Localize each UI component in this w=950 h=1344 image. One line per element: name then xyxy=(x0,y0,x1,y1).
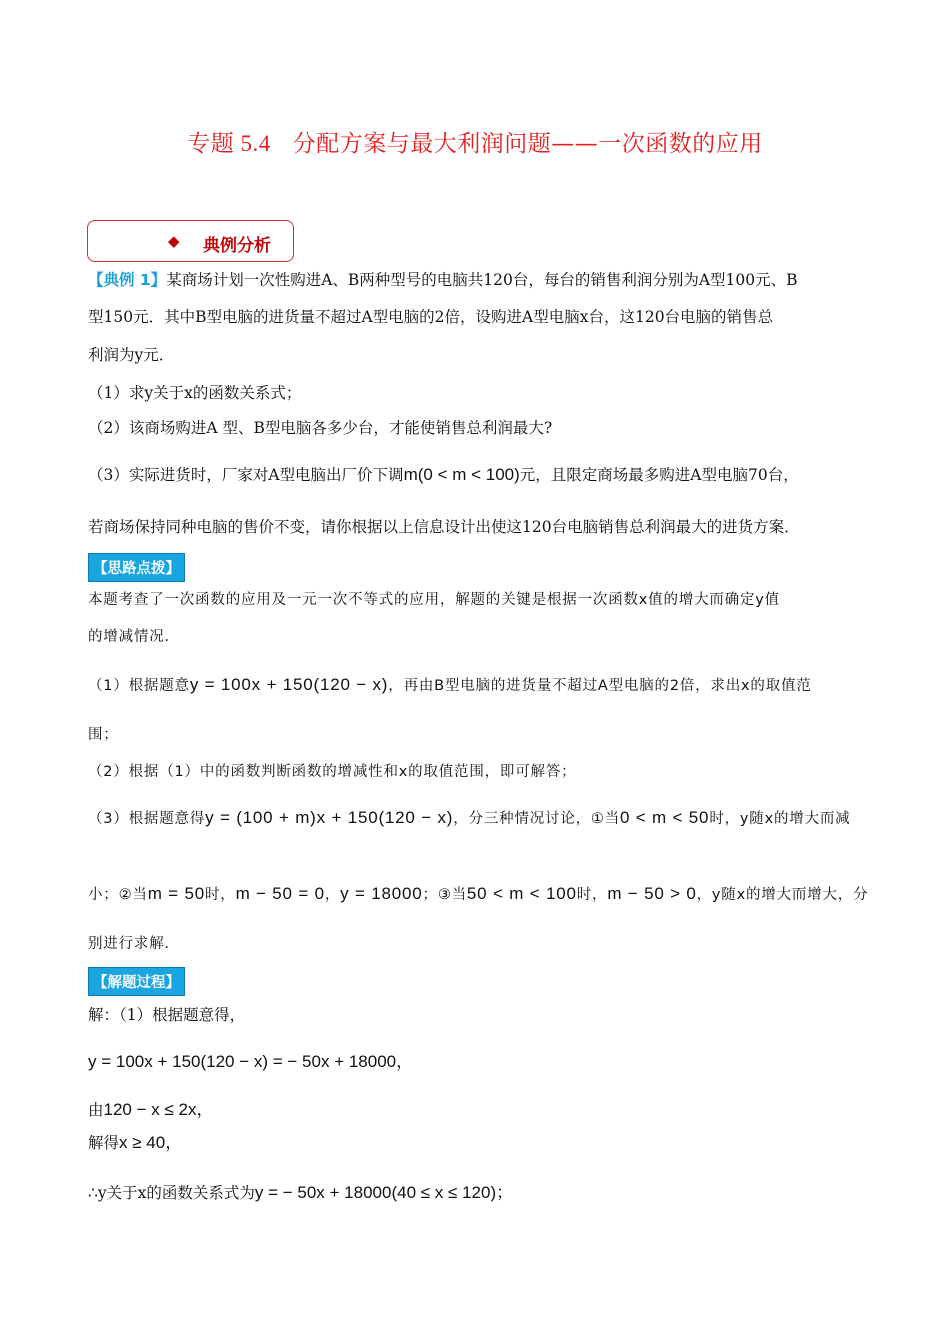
example-line-1: 【典例 1】某商场计划一次性购进A、B两种型号的电脑共120台，每台的销售利润分别为A型100元、B xyxy=(88,271,798,289)
example-line-3: 利润为y元． xyxy=(88,346,175,364)
question-2: （2）该商场购进A 型、B型电脑各多少台，才能使销售总利润最大? xyxy=(88,419,553,437)
example-label: 【典例 1】 xyxy=(88,271,167,289)
math-inline: m(0 < m < 100) xyxy=(403,465,520,484)
topic-title: 分配方案与最大利润问题——一次函数的应用 xyxy=(292,131,763,157)
page-title xyxy=(0,125,950,158)
example-line-2: 型150元．其中B型电脑的进货量不超过A型电脑的2倍，设购进A型电脑x台，这120台电脑的销售总 xyxy=(88,308,774,326)
hint-step-2: （2）根据（1）中的函数判断函数的增减性和x的取值范围，即可解答； xyxy=(88,764,577,780)
hint-step-1: （1）根据题意y = 100x + 150(120 − x)，再由B型电脑的进货量不超过A型电脑的2倍，求出x的取值范 xyxy=(88,675,812,694)
solution-line-4: 解得x ≥ 40， xyxy=(88,1133,183,1152)
hint-para-2: 的增减情况． xyxy=(88,629,180,645)
solution-line-3: 由120 − x ≤ 2x， xyxy=(88,1100,214,1119)
solution-line-5: ∴y关于x的函数关系式为y = − 50x + 18000(40 ≤ x ≤ 120)； xyxy=(88,1183,514,1202)
question-3-cont: 若商场保持同种电脑的售价不变，请你根据以上信息设计出使这120台电脑销售总利润最大的进货方案． xyxy=(88,518,800,536)
section-label: 典例分析 xyxy=(203,236,271,256)
hint-step-3-cont: 小；②当m = 50时，m − 50 = 0，y = 18000；③当50 < m < 100时，m − 50 > 0，y随x的增大而增大，分 xyxy=(88,884,869,903)
hint-para-1: 本题考查了一次函数的应用及一元一次不等式的应用，解题的关键是根据一次函数x值的增大而确定y值 xyxy=(88,592,780,608)
solution-tag: 【解题过程】 xyxy=(88,967,185,996)
topic-number: 专题 5.4 xyxy=(187,131,271,156)
hint-step-3-end: 别进行求解． xyxy=(88,936,180,952)
math-inline: 0 < m < 50 xyxy=(620,808,710,827)
hint-step-1-cont: 围； xyxy=(88,727,119,743)
hint-tag: 【思路点拨】 xyxy=(88,553,185,582)
math-inline: y = (100 + m)x + 150(120 − x) xyxy=(205,808,454,827)
math-inline: y = 100x + 150(120 − x) xyxy=(189,675,389,694)
question-3: （3）实际进货时，厂家对A型电脑出厂价下调m(0 < m < 100)元，且限定商场最多购进A型电脑70台， xyxy=(88,465,799,484)
diamond-icon: ◆ xyxy=(168,232,180,250)
section-banner xyxy=(87,220,294,262)
solution-line-2: y = 100x + 150(120 − x) = − 50x + 18000， xyxy=(88,1052,414,1071)
hint-step-3: （3）根据题意得y = (100 + m)x + 150(120 − x)，分三种情况讨论，①当0 < m < 50时，y随x的增大而减 xyxy=(88,808,851,827)
solution-line-1: 解：（1）根据题意得， xyxy=(88,1006,246,1024)
question-1: （1）求y关于x的函数关系式； xyxy=(88,384,302,402)
